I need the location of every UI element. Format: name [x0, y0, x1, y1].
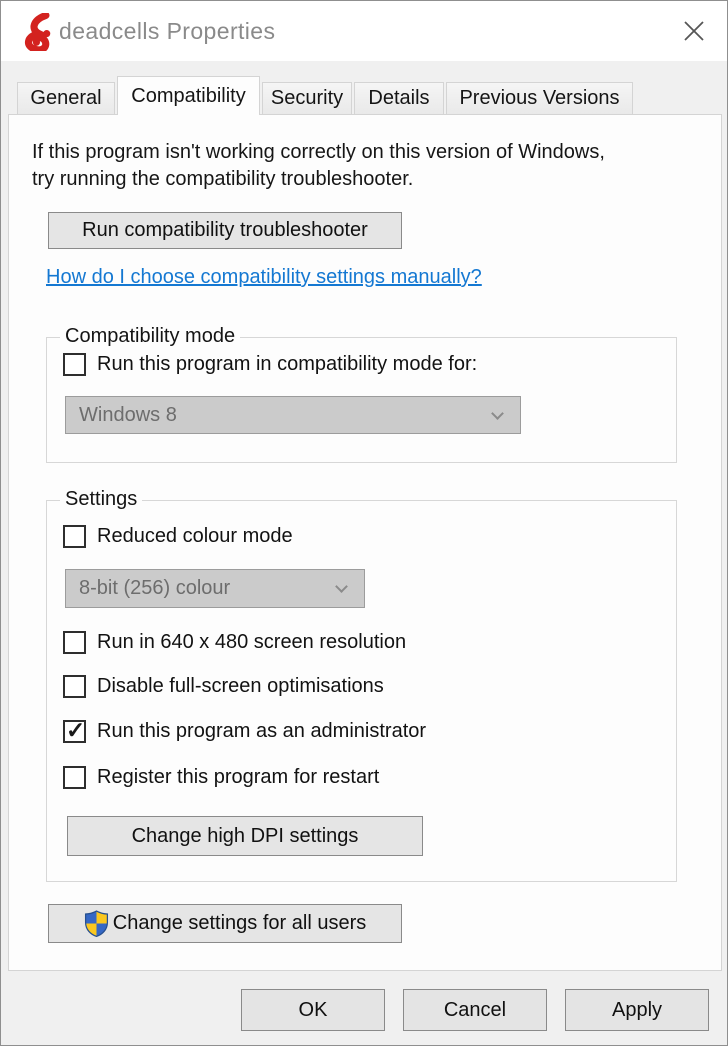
titlebar — [1, 1, 727, 61]
uac-shield-icon — [84, 910, 109, 937]
settings-group — [46, 488, 677, 882]
compatibility-mode-group — [46, 325, 677, 463]
ok-button[interactable]: OK — [241, 989, 385, 1031]
os-version-dropdown-value: Windows 8 — [79, 403, 177, 426]
fullscreen-optimisations-checkbox-label[interactable]: Disable full-screen optimisations — [97, 675, 384, 697]
register-for-restart-checkbox[interactable] — [63, 766, 86, 789]
close-icon — [681, 18, 707, 44]
intro-line-2: try running the compatibility troubleshooter. — [32, 168, 414, 190]
change-settings-all-users-label: Change settings for all users — [112, 912, 367, 934]
reduced-colour-row — [63, 525, 293, 548]
os-version-dropdown — [65, 396, 521, 434]
reduced-colour-checkbox-label[interactable]: Reduced colour mode — [97, 525, 293, 547]
change-high-dpi-settings-button[interactable]: Change high DPI settings — [67, 816, 423, 856]
deadcells-app-icon — [22, 13, 54, 51]
window-title: deadcells Properties — [59, 18, 276, 44]
settings-group-title: Settings — [60, 488, 142, 511]
tab-security[interactable] — [262, 82, 352, 114]
fullscreen-optimisations-checkbox[interactable] — [63, 675, 86, 698]
screen-resolution-checkbox[interactable] — [63, 631, 86, 654]
tab-previous-versions[interactable] — [446, 82, 633, 114]
colour-mode-dropdown — [65, 569, 365, 608]
apply-button[interactable]: Apply — [565, 989, 709, 1031]
compatibility-mode-row — [63, 353, 477, 376]
screen-resolution-checkbox-label[interactable]: Run in 640 x 480 screen resolution — [97, 631, 407, 653]
fullscreen-optimisations-row — [63, 675, 384, 698]
cancel-button[interactable]: Cancel — [403, 989, 547, 1031]
compatibility-mode-checkbox-label[interactable]: Run this program in compatibility mode for: — [97, 353, 478, 375]
run-as-administrator-checkbox-label[interactable]: Run this program as an administrator — [97, 720, 427, 742]
screen-resolution-row — [63, 631, 406, 654]
register-for-restart-row — [63, 766, 379, 789]
compatibility-tab-panel — [8, 114, 722, 971]
tab-details[interactable] — [354, 82, 444, 114]
change-settings-all-users-button[interactable] — [48, 904, 402, 943]
reduced-colour-checkbox[interactable] — [63, 525, 86, 548]
tab-general[interactable] — [17, 82, 115, 114]
compatibility-mode-checkbox[interactable] — [63, 353, 86, 376]
tab-general-label: General — [30, 87, 102, 109]
close-button[interactable] — [675, 14, 713, 48]
register-for-restart-checkbox-label[interactable]: Register this program for restart — [97, 766, 380, 788]
tab-compatibility-label: Compatibility — [131, 84, 246, 107]
intro-text — [32, 139, 605, 193]
compatibility-settings-help-link[interactable]: How do I choose compatibility settings manually? — [46, 266, 482, 288]
tab-security-label: Security — [270, 87, 344, 109]
colour-mode-dropdown-value: 8-bit (256) colour — [79, 577, 231, 599]
tab-compatibility[interactable] — [117, 76, 260, 115]
chevron-down-icon — [335, 580, 348, 593]
tab-details-label: Details — [368, 87, 430, 109]
run-compatibility-troubleshooter-button[interactable]: Run compatibility troubleshooter — [48, 212, 402, 249]
intro-line-1: If this program isn't working correctly on this version of Windows, — [32, 141, 605, 163]
run-as-administrator-checkbox[interactable] — [63, 717, 86, 743]
tab-previous-versions-label: Previous Versions — [459, 87, 620, 109]
run-as-administrator-row — [63, 717, 427, 743]
compatibility-mode-group-title: Compatibility mode — [60, 325, 240, 348]
checkmark-icon: ✓ — [66, 717, 86, 743]
chevron-down-icon — [491, 407, 504, 420]
